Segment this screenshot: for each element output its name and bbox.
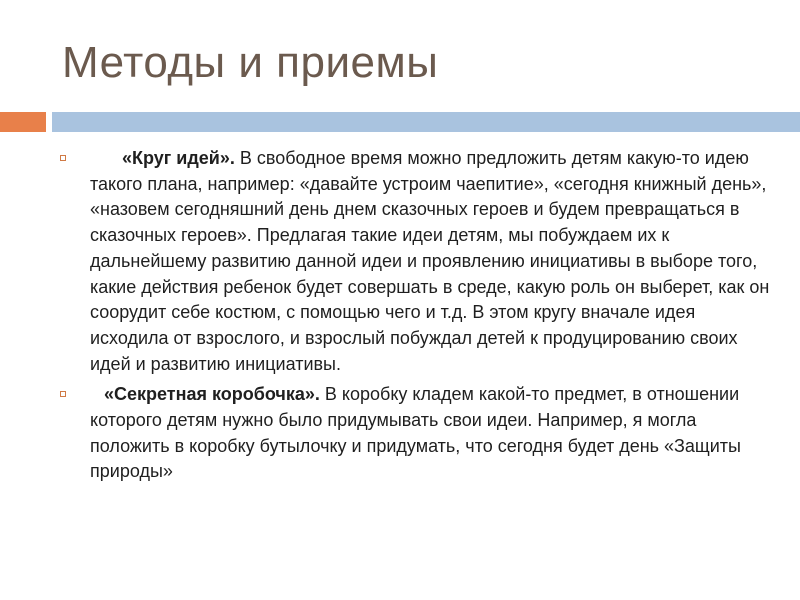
- bullet-text: [90, 382, 772, 485]
- square-bullet-icon: [60, 391, 66, 397]
- slide-title: Методы и приемы: [62, 38, 439, 87]
- square-bullet-icon: [60, 155, 66, 161]
- bullet-item-idea-circle: [60, 146, 772, 377]
- title-divider-bar: [52, 112, 800, 132]
- slide-content: [60, 146, 772, 490]
- bullet-heading: «Круг идей».: [122, 148, 235, 168]
- bullet-item-secret-box: [60, 382, 772, 485]
- title-accent-bar: [0, 112, 46, 132]
- bullet-text: [90, 146, 772, 377]
- bullet-heading: «Секретная коробочка».: [104, 384, 320, 405]
- bullet-body: В коробку кладем какой-то предмет, в отношении которого детям нужно было придумывать свои идеи. Например, я могла положить в коробку бутылочку и придумать, что сегодня будет день «Защиты природы»: [90, 384, 741, 482]
- bullet-body: В свободное время можно предложить детям какую-то идею такого плана, например: «давайте устроим чаепитие», «сегодня книжный день», «назовем сегодняшний день днем сказочных героев и будем превращаться в сказочных героев». Предлагая такие идеи детям, мы побуждаем их к дальнейшему развитию данной идеи и проявлению инициативы в выборе того, какие действия ребенок будет совершать в среде, какую роль он выберет, как он соорудит себе костюм, с помощью чего и т.д. В этом кругу вначале идея исходила от взрослого, и взрослый побуждал детей к продуцированию своих идей и развитию инициативы.: [90, 148, 770, 374]
